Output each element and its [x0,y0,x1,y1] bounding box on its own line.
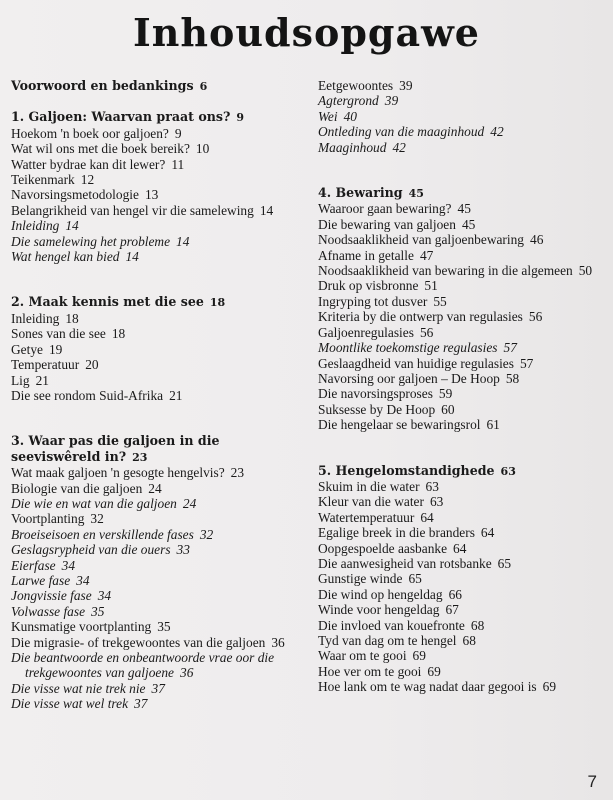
toc-chapter-heading [11,294,311,310]
toc-entry-title: Wat maak galjoen 'n gesogte hengelvis? [11,465,225,481]
toc-entry-page: 14 [176,233,190,249]
toc-entry [318,602,606,617]
toc-entry-page: 24 [148,480,162,496]
toc-entry-title: Die invloed van kouefronte [318,617,465,633]
toc-entry-page: 21 [35,372,49,388]
toc-entry-title: Die wind op hengeldag [318,586,443,602]
toc-entry-page: 64 [453,540,467,556]
toc-entry [318,294,606,309]
toc-entry-page: 20 [85,357,99,373]
toc-entry-title: Inleiding [11,310,60,326]
toc-entry [318,124,606,139]
toc-entry-page: 34 [61,557,76,573]
page-number: 7 [587,772,597,791]
toc-entry [318,356,606,371]
toc-entry [318,93,606,108]
toc-entry [318,263,606,278]
toc-entry [11,357,311,372]
toc-entry-page: 45 [461,216,476,232]
toc-entry-page: 32 [90,511,104,527]
toc-entry [318,510,606,525]
toc-entry-page: 32 [199,526,214,542]
toc-entry-title: Sones van die see [11,326,106,342]
toc-entry-page: 63 [425,478,439,494]
page-title: Inhoudsopgawe [133,10,480,55]
toc-entry-title: Voorwoord en bedankings [11,78,194,93]
toc-entry [11,588,311,603]
toc-entry [11,373,311,388]
toc-entry-title: Die migrasie- of trekgewoontes van die galjoen [11,634,266,650]
section-spacer [318,155,606,185]
toc-entry [11,511,311,526]
toc-entry [11,465,311,480]
toc-entry [318,278,606,293]
toc-entry-page: 63 [429,494,444,510]
toc-entry [11,311,311,326]
toc-entry-page: 55 [433,293,447,309]
toc-entry-page: 33 [176,542,190,558]
toc-entry-title: Die samelewing het probleme [11,233,171,249]
toc-entry-title: Die wie en wat van die galjoen [11,495,177,511]
toc-entry-title: Temperatuur [11,357,80,373]
toc-entry-title: Moontlike toekomstige regulasies [318,340,498,356]
toc-entry-title: 4. Bewaring [318,185,403,201]
toc-entry [11,542,311,557]
toc-entry [318,541,606,556]
toc-entry [318,494,606,509]
toc-chapter-heading [11,78,311,94]
toc-entry [318,571,606,586]
toc-entry-title: Gunstige winde [318,571,403,587]
toc-entry-page: 21 [169,387,183,403]
toc-entry-page: 51 [424,278,438,294]
toc-entry-page: 50 [578,263,593,279]
toc-entry-title: Belangrikheid van hengel vir die samelewing [11,202,254,218]
toc-entry-page: 66 [448,586,462,602]
toc-entry-page: 35 [157,619,171,635]
toc-entry-title: Galjoenregulasies [318,324,414,340]
toc-entry [11,681,311,696]
toc-entry-title: 3. Waar pas die galjoen in die seeviswêreld in? [11,433,220,464]
toc-entry [318,325,606,340]
toc-entry [11,696,311,711]
toc-entry-page: 57 [519,355,534,371]
toc-entry-title: Jongvissie fase [11,588,92,604]
toc-entry-title: Wat hengel kan bied [11,249,120,265]
toc-entry-title: Geslagsrypheid van die ouers [11,542,171,558]
toc-entry [11,604,311,619]
toc-entry-page: 24 [182,495,197,511]
toc-entry-title: Egalige breek in die branders [318,525,475,541]
toc-entry-page: 11 [171,156,185,172]
toc-entry-page: 67 [445,602,459,618]
toc-entry-page: 40 [343,108,357,124]
toc-entry-title: Navorsing oor galjoen – De Hoop [318,370,500,386]
toc-entry [318,232,606,247]
toc-entry-title: Druk op visbronne [318,278,419,294]
toc-entry-title: Noodsaaklikheid van bewaring in die algemeen [318,263,573,279]
toc-entry [318,679,606,694]
toc-entry-title: Watter bydrae kan dit lewer? [11,156,166,172]
toc-entry [318,402,606,417]
toc-entry-title: Hoe ver om te gooi [318,663,422,679]
toc-entry-title: Afname in getalle [318,247,414,263]
toc-entry-page: 13 [144,187,159,203]
toc-entry-page: 63 [500,464,516,478]
toc-entry-page: 56 [419,324,434,340]
toc-entry-page: 10 [195,141,210,157]
toc-chapter-heading [318,463,606,479]
toc-entry-title: Getye [11,341,43,357]
toc-entry-title: Die bewaring van galjoen [318,216,456,232]
toc-entry-title: Navorsingsmetodologie [11,187,139,203]
toc-entry [318,664,606,679]
toc-entry-title: Watertemperatuur [318,509,415,525]
toc-entry-title: Agtergrond [318,93,379,109]
toc-entry-page: 14 [125,249,139,265]
toc-entry-title: Hoe lank om te wag nadat daar gegooi is [318,679,537,695]
toc-column-left [11,78,311,712]
toc-entry [318,140,606,155]
toc-entry [11,388,311,403]
toc-entry-title: Teikenmark [11,172,75,188]
toc-entry-title: Die visse wat nie trek nie [11,680,146,696]
toc-entry-page: 61 [486,417,500,433]
toc-entry [11,218,311,233]
section-spacer [318,433,606,463]
toc-entry-title: Suksesse by De Hoop [318,401,436,417]
toc-entry-title: Eetgewoontes [318,78,394,93]
toc-entry-title: Volwasse fase [11,603,86,619]
toc-entry-page: 56 [528,309,543,325]
toc-entry-page: 64 [480,525,495,541]
toc-entry-title: Inleiding [11,218,60,234]
toc-entry-title: Eierfase [11,557,56,573]
toc-entry-page: 9 [174,125,182,141]
toc-entry [318,201,606,216]
toc-entry [318,309,606,324]
toc-entry-title: Kriteria by die ontwerp van regulasies [318,309,523,325]
toc-entry-page: 65 [497,555,512,571]
toc-entry-page: 37 [151,680,165,696]
toc-entry [11,187,311,202]
toc-entry [11,203,311,218]
toc-chapter-heading [11,109,311,125]
toc-entry-page: 39 [384,93,399,109]
toc-entry-page: 64 [420,509,434,525]
toc-entry-page: 9 [236,111,245,125]
toc-entry-title: Hoekom 'n boek oor galjoen? [11,125,169,141]
toc-entry-title: Kunsmatige voortplanting [11,619,152,635]
toc-entry [11,126,311,141]
toc-entry [11,527,311,542]
toc-entry-title: Geslaagdheid van huidige regulasies [318,355,514,371]
toc-entry-title: 5. Hengelomstandighede [318,462,495,478]
section-spacer [11,403,311,433]
toc-entry-page: 14 [65,218,79,234]
toc-entry [318,479,606,494]
toc-entry [11,342,311,357]
toc-entry-page: 6 [199,80,208,93]
toc-entry-title: Winde voor hengeldag [318,602,440,618]
toc-entry-page: 69 [427,663,441,679]
toc-entry-page: 23 [230,465,245,481]
toc-entry [11,650,311,681]
toc-entry-page: 68 [470,617,485,633]
toc-entry [318,587,606,602]
toc-entry-page: 18 [209,296,226,310]
toc-entry-page: 60 [441,401,455,417]
toc-entry-title: Broeiseisoen en verskillende fases [11,526,194,542]
toc-entry-page: 58 [505,370,520,386]
toc-entry-page: 39 [399,78,413,93]
section-spacer [11,264,311,294]
toc-entry [11,249,311,264]
toc-entry-page: 23 [132,450,148,464]
toc-entry [318,248,606,263]
toc-entry-title: Die hengelaar se bewaringsrol [318,417,481,433]
toc-entry-page: 36 [271,634,285,650]
toc-entry [11,141,311,156]
toc-entry-title: Voortplanting [11,511,85,527]
toc-entry-title: 1. Galjoen: Waarvan praat ons? [11,109,231,125]
toc-entry-page: 42 [490,124,504,140]
toc-entry-title: Ingryping tot dusver [318,293,428,309]
toc-entry [318,556,606,571]
toc-entry-title: Wat wil ons met die boek bereik? [11,141,190,157]
toc-entry [318,340,606,355]
toc-entry-page: 65 [408,571,422,587]
toc-entry-page: 12 [80,172,95,188]
toc-entry-page: 45 [408,187,424,201]
toc-column-right [318,78,606,695]
toc-entry [11,635,311,650]
section-spacer [11,94,311,109]
toc-entry-title: 2. Maak kennis met die see [11,294,204,310]
toc-entry [11,496,311,511]
toc-entry-title: Oopgespoelde aasbanke [318,540,448,556]
toc-entry-title: Tyd van dag om te hengel [318,633,457,648]
toc-entry-page: 35 [91,603,105,619]
toc-entry-title: Ontleding van die maaginhoud [318,124,485,140]
toc-entry-page: 37 [134,696,148,712]
toc-entry-page: 14 [259,202,274,218]
toc-entry-title: Waaroor gaan bewaring? [318,201,452,217]
toc-entry [11,558,311,573]
toc-entry-title: Die beantwoorde en onbeantwoorde vrae oor die trekgewoontes van galjoene [11,650,275,681]
toc-entry-title: Noodsaaklikheid van galjoenbewaring [318,232,525,248]
toc-entry-title: Maaginhoud [318,139,387,155]
toc-entry-page: 34 [76,572,90,588]
toc-entry [318,371,606,386]
toc-entry-page: 57 [503,340,517,356]
toc-entry [11,172,311,187]
toc-entry [318,633,606,648]
toc-entry [318,648,606,663]
toc-entry [11,157,311,172]
toc-chapter-heading [11,433,311,465]
toc-entry [318,217,606,232]
toc-entry-page: 69 [412,648,426,664]
toc-entry [11,481,311,496]
toc-entry-page: 69 [542,679,557,695]
toc-entry [318,386,606,401]
toc-entry-page: 59 [438,386,453,402]
toc-entry-title: Die visse wat wel trek [11,696,129,712]
toc-entry-page: 46 [530,232,544,248]
toc-entry [11,573,311,588]
toc-entry-page: 36 [180,665,194,681]
toc-entry [318,618,606,633]
toc-entry [318,78,606,93]
toc-entry-page: 34 [97,588,112,604]
toc-entry-page: 68 [462,633,476,648]
toc-entry-title: Biologie van die galjoen [11,480,143,496]
toc-entry-title: Die aanwesigheid van rotsbanke [318,555,492,571]
toc-entry [318,417,606,432]
toc-entry-page: 45 [457,201,471,217]
toc-entry-title: Skuim in die water [318,478,420,494]
toc-entry [318,525,606,540]
toc-entry [11,234,311,249]
toc-entry-page: 42 [392,139,406,155]
toc-entry [318,109,606,124]
toc-entry-title: Die navorsingsproses [318,386,433,402]
toc-entry-title: Die see rondom Suid-Afrika [11,387,164,403]
toc-entry-page: 47 [419,247,434,263]
toc-entry-page: 18 [65,310,79,326]
toc-entry-title: Waar om te gooi [318,648,407,664]
toc-chapter-heading [318,185,606,201]
toc-entry-title: Lig [11,372,30,388]
toc-entry-page: 18 [111,326,126,342]
toc-entry-title: Larwe fase [11,572,71,588]
toc-entry-page: 19 [48,341,63,357]
toc-entry [11,326,311,341]
toc-entry-title: Wei [318,108,338,124]
toc-entry-title: Kleur van die water [318,494,424,510]
toc-entry [11,619,311,634]
